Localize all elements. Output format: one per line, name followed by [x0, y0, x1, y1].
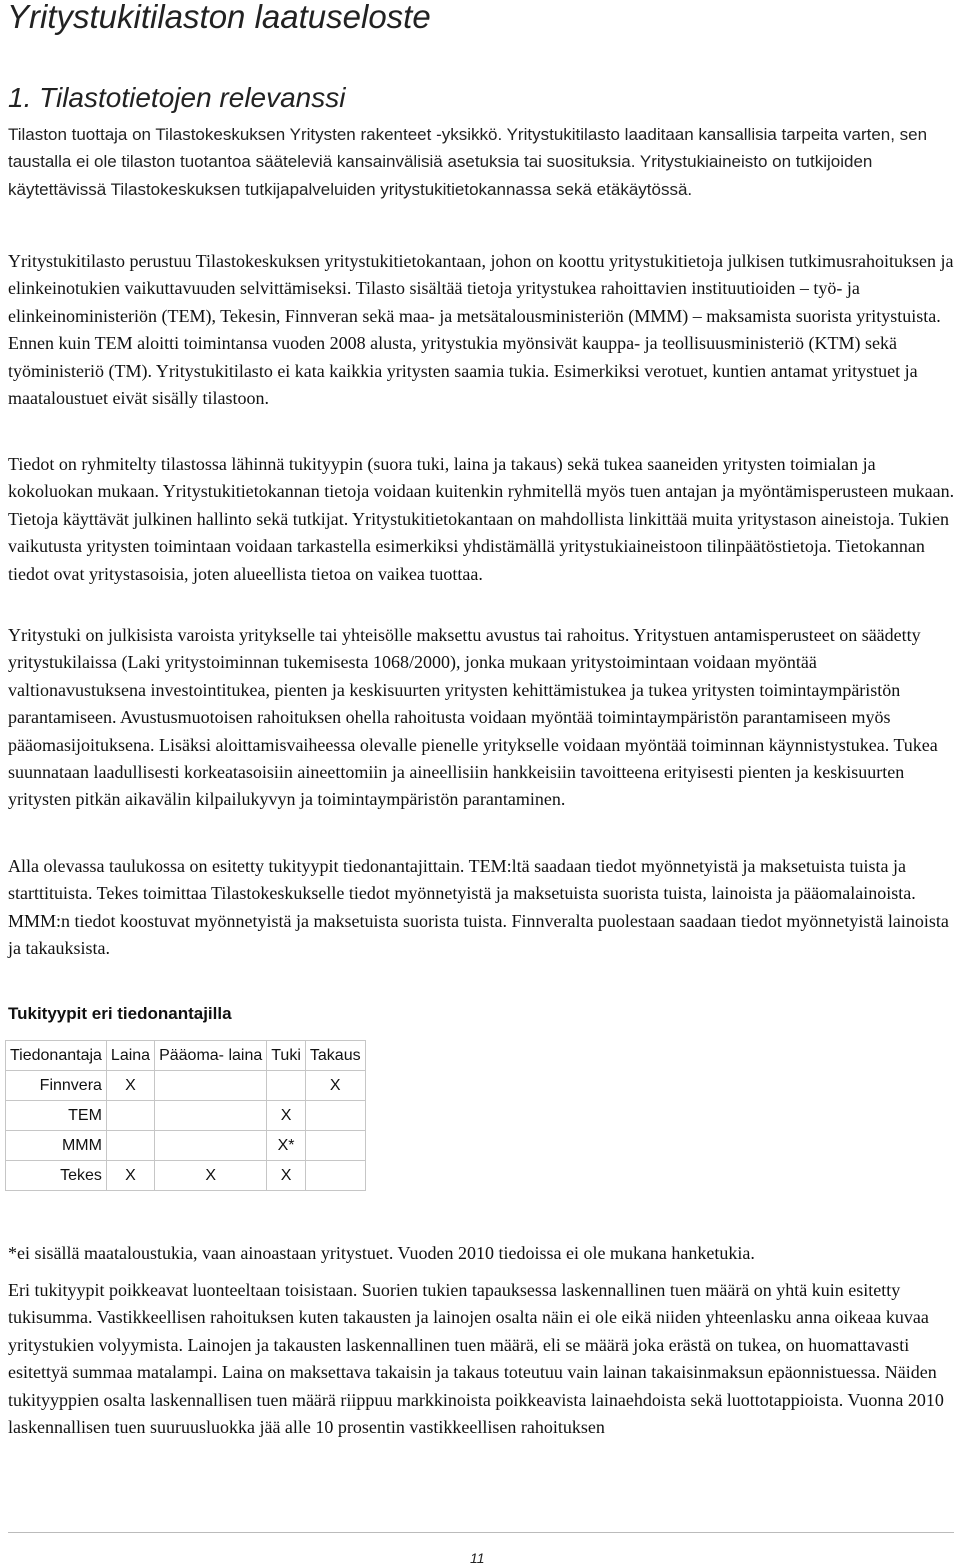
- table-row: [6, 1071, 366, 1101]
- footer-divider: [8, 1532, 954, 1533]
- table-cell: [106, 1131, 154, 1161]
- column-header: Laina: [106, 1041, 154, 1071]
- table-cell: TEM: [6, 1101, 107, 1131]
- column-header: Pääoma- laina: [155, 1041, 267, 1071]
- table-cell: X: [106, 1161, 154, 1191]
- table-cell: X: [267, 1101, 306, 1131]
- table-cell: [305, 1131, 365, 1161]
- column-header: Tiedonantaja: [6, 1041, 107, 1071]
- body-paragraph: Yritystukitilasto perustuu Tilastokeskuksen yritystukitietokantaan, johon on koottu yritystukitietoja julkisen tutkimusrahoituksen ja elinkeinotukien vaikuttavuuden selvittämiseksi. Tilasto sisältää tietoja yritystukea rahoittavien instituutioiden – työ- ja elinkeinoministeriön (TEM), Tekesin, Finnveran sekä maa- ja metsätalousministeriön (MMM) – maksamista suorista yritystuista. Ennen kuin TEM aloitti toimintansa vuoden 2008 alusta, yritystukia myönsivät kauppa- ja teollisuusministeriö (KTM) sekä työministeriö (TM). Yritystukitilasto ei kata kaikkia yritysten saamia tukia. Esimerkiksi verotuet, kuntien antamat yritystuet ja maataloustuet eivät sisälly tilastoon.: [8, 251, 954, 409]
- body-paragraph: Tiedot on ryhmitelty tilastossa lähinnä tukityypin (suora tuki, laina ja takaus) sekä tukea saaneiden yritysten toimialan ja kokoluokan mukaan. Yritystukitietokannan tietoja voidaan kuitenkin ryhmitellä myös tuen antajan ja myöntämisperusteen mukaan. Tietoja käyttävät julkinen hallinto sekä tutkijat. Yritystukitietokantaan on mahdollista linkittää muita yritystason aineistoja. Tukien vaikutusta yritysten toimintaan voidaan tarkastella esimerkiksi yhdistämällä yritystukiaineistoon tilinpäätöstietoja. Tietokannan tiedot ovat yritystasoisia, joten alueellista tietoa on vaikea tuottaa.: [8, 454, 955, 584]
- table-cell: X*: [267, 1131, 306, 1161]
- table-caption: Tukityypit eri tiedonantajilla: [8, 1004, 232, 1023]
- page-number: 11: [470, 1550, 485, 1566]
- body-paragraph: Alla olevassa taulukossa on esitetty tukityypit tiedonantajittain. TEM:ltä saadaan tiedot myönnetyistä ja maksetuista tuista ja starttituista. Tekes toimittaa Tilastokeskukselle tiedot myönnetyistä ja maksetuista suorista tuista, lainoista ja pääomalainoista. MMM:n tiedot koostuvat myönnetyistä ja maksetuista suorista tuista. Finnveralta puolestaan saadaan tiedot myönnetyistä lainoista ja takauksista.: [8, 856, 949, 959]
- table-footnote: *ei sisällä maataloustukia, vaan ainoastaan yritystuet. Vuoden 2010 tiedoissa ei ole mukana hanketukia.: [8, 1243, 755, 1263]
- table-cell: [305, 1161, 365, 1191]
- section-heading: 1. Tilastotietojen relevanssi: [8, 82, 346, 113]
- table-row: [6, 1161, 366, 1191]
- table-cell: [267, 1071, 306, 1101]
- intro-paragraph: Tilaston tuottaja on Tilastokeskuksen Yritysten rakenteet -yksikkö. Yritystukitilasto laaditaan kansallisia tarpeita varten, sen taustalla ei ole tilaston tuotantoa sääteleviä kansainvälisiä asetuksia tai suosituksia. Yritystukiaineisto on tutkijoiden käytettävissä Tilastokeskuksen tutkijapalveluiden yritystukitietokannassa sekä etäkäytössä.: [8, 125, 928, 199]
- table-cell: X: [267, 1161, 306, 1191]
- table-cell: [305, 1101, 365, 1131]
- table-header-row: [6, 1041, 366, 1071]
- document-title: Yritystukitilaston laatuseloste: [7, 0, 431, 35]
- table-cell: X: [155, 1161, 267, 1191]
- column-header: Takaus: [305, 1041, 365, 1071]
- body-paragraph: Yritystuki on julkisista varoista yritykselle tai yhteisölle maksettu avustus tai rahoitus. Yritystuen antamisperusteet on säädetty yritystukilaissa (Laki yritystoiminnan tukemisesta 1068/2000), jonka mukaan yritystoimintaan voidaan myöntää valtionavustuksena investointitukea, pienten ja keskisuurten yritysten kehittämistukea ja tukea yritysten toimintaympäristön parantamiseen. Avustusmuotoisen rahoituksen ohella rahoitusta voidaan myöntää toimintaympäristön parantamiseen myös pääomasijoituksena. Lisäksi aloittamisvaiheessa olevalle pienelle yritykselle voidaan myöntää toiminnan käynnistystukea. Tukea suunnataan laadullisesti korkeatasoisiin aineettomiin ja aineellisiin hankkeisiin tavoitteena erityisesti pienten ja keskisuurten yritysten pitkän aikavälin kilpailukyvyn ja toimintaympäristön parantaminen.: [8, 625, 938, 810]
- table-cell: X: [106, 1071, 154, 1101]
- table-cell: [155, 1131, 267, 1161]
- column-header: Tuki: [267, 1041, 306, 1071]
- support-types-table: [5, 1040, 366, 1191]
- table-cell: Finnvera: [6, 1071, 107, 1101]
- table-cell: [155, 1071, 267, 1101]
- table-row: [6, 1101, 366, 1131]
- table-row: [6, 1131, 366, 1161]
- closing-paragraph: Eri tukityypit poikkeavat luonteeltaan toisistaan. Suorien tukien tapauksessa laskennallinen tuen määrä on yhtä kuin esitetty tukisumma. Vastikkeellisen rahoituksen kuten takausten ja lainojen osalta näin ei ole eikä niiden yhteenlasku anna oikeaa kuvaa yritystukien volyymista. Lainojen ja takausten laskennallinen tuen määrä, eli se määrä joka erästä on tukea, on huomattavasti esitettyä summaa matalampi. Laina on maksettava takaisin ja takaus toteutuu vain lainan takaisinmaksun epäonnistuessa. Näiden tukityyppien osalta laskennallisen tuen määrä riippuu markkinoista poikkeavista lainaehdoista sekä luottotappioista. Vuonna 2010 laskennallisen tuen suuruusluokka jää alle 10 prosentin vastikkeellisen rahoituksen: [8, 1280, 944, 1438]
- table-cell: Tekes: [6, 1161, 107, 1191]
- table-cell: MMM: [6, 1131, 107, 1161]
- table-cell: [106, 1101, 154, 1131]
- table-cell: X: [305, 1071, 365, 1101]
- table-cell: [155, 1101, 267, 1131]
